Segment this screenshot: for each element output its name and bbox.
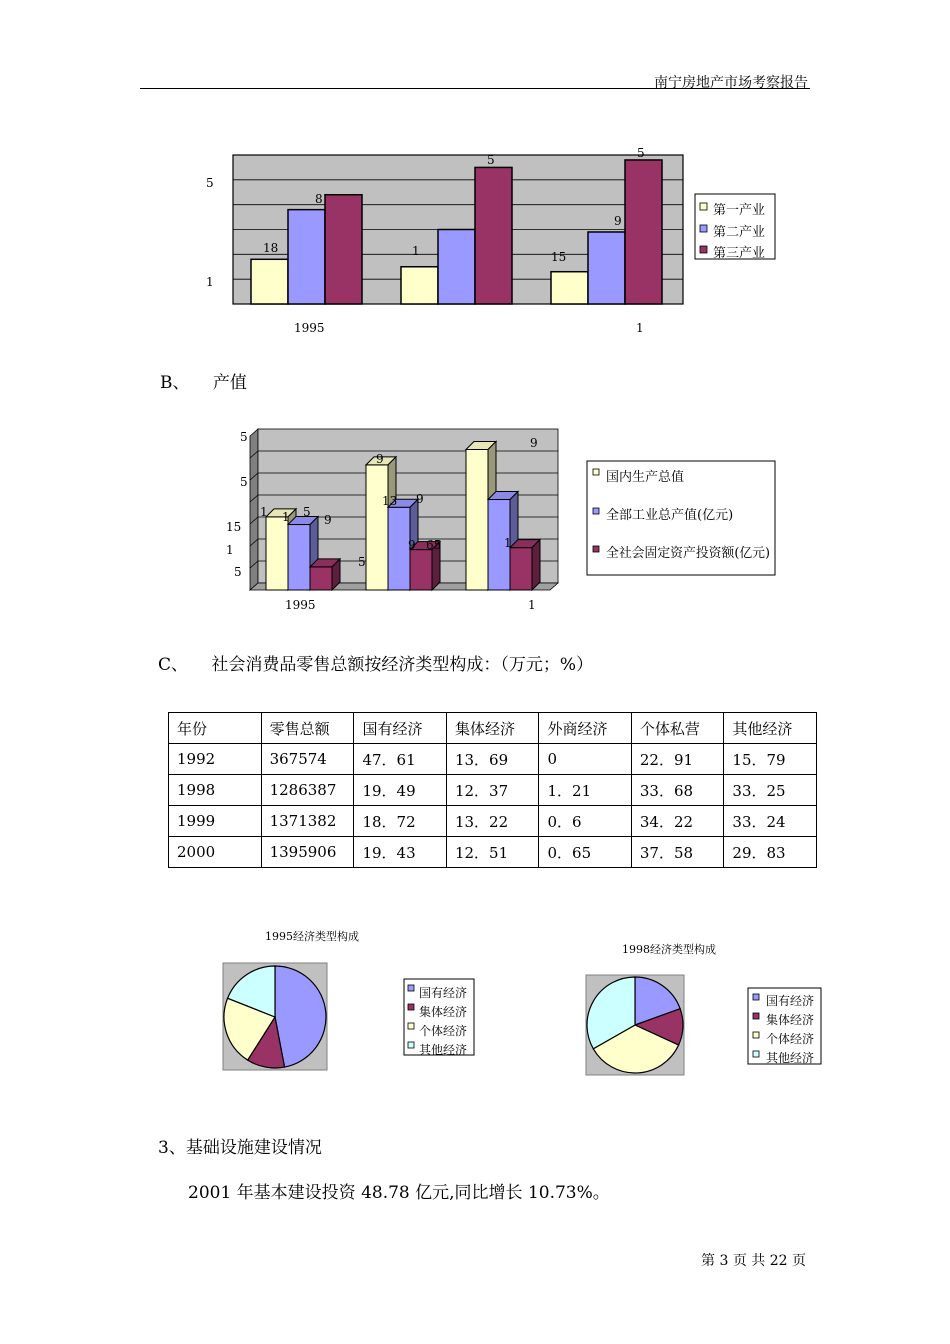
column-header: 外商经济	[539, 713, 631, 744]
table-cell: 22．91	[631, 744, 724, 775]
data-label: 5	[487, 153, 495, 167]
retail-composition-table	[168, 712, 817, 868]
legend-swatch	[408, 1004, 414, 1010]
data-label: 9	[416, 492, 424, 506]
data-label: 9	[530, 436, 538, 450]
data-label: 65	[426, 538, 442, 552]
legend-swatch	[408, 985, 414, 991]
section-b-label: B、	[160, 373, 190, 393]
legend-swatch	[753, 1051, 759, 1057]
legend-label: 全部工业总产值(亿元)	[606, 508, 734, 523]
legend-swatch	[408, 1042, 414, 1048]
table-cell: 0．65	[539, 837, 631, 868]
column-header: 零售总额	[261, 713, 354, 744]
bar-side	[532, 540, 540, 590]
chart-title: 1995经济类型构成	[265, 930, 359, 943]
data-label: 13	[382, 494, 398, 508]
bar	[625, 160, 662, 304]
data-label: 5	[358, 555, 366, 569]
data-label: 5	[637, 146, 645, 160]
x-tick-label: 1	[528, 598, 536, 612]
table-header-row	[169, 713, 817, 744]
chart-legend	[748, 988, 821, 1065]
section-b-title: 产值	[212, 373, 247, 393]
table-cell: 2000	[169, 837, 262, 868]
column-header: 集体经济	[446, 713, 539, 744]
table-cell: 33．68	[631, 775, 724, 806]
bar	[310, 567, 332, 590]
header-title: 南宁房地产市场考察报告	[654, 75, 808, 91]
bar	[251, 259, 288, 304]
legend-label: 其他经济	[419, 1043, 468, 1057]
table-cell: 1999	[169, 806, 262, 837]
bar	[366, 465, 388, 590]
column-header: 年份	[169, 713, 262, 744]
legend-label: 个体经济	[766, 1032, 815, 1046]
table-cell: 47．61	[354, 744, 447, 775]
table-cell: 0．6	[539, 806, 631, 837]
data-label: 9	[614, 214, 622, 228]
table-cell: 33．24	[724, 806, 817, 837]
legend-label: 个体经济	[419, 1024, 468, 1038]
table-cell: 29．83	[724, 837, 817, 868]
section-3-heading: 3、基础设施建设情况	[158, 1138, 322, 1158]
legend-label: 国内生产总值	[606, 470, 685, 485]
bar	[325, 195, 362, 304]
bar	[288, 525, 310, 590]
data-label: 9	[376, 452, 384, 466]
table-row	[169, 806, 817, 837]
table-cell: 1371382	[261, 806, 354, 837]
bar	[551, 272, 588, 304]
data-label: 1	[282, 510, 290, 524]
legend-label: 第三产业	[713, 246, 766, 261]
data-label: 9	[408, 538, 416, 552]
header-rule	[140, 88, 810, 89]
data-label: 9	[324, 513, 332, 527]
data-label: 1	[412, 244, 420, 258]
chart-title: 1998经济类型构成	[622, 943, 716, 956]
legend-label: 国有经济	[766, 994, 815, 1008]
y-tick-label: 5	[234, 565, 242, 579]
industry-bar-chart	[190, 140, 790, 345]
x-tick-label: 1995	[294, 321, 325, 335]
legend-label: 全社会固定资产投资额(亿元)	[606, 546, 773, 561]
column-header: 其他经济	[724, 713, 817, 744]
legend-label: 第一产业	[713, 203, 766, 218]
table-cell: 0	[539, 744, 631, 775]
legend-label: 其他经济	[766, 1051, 815, 1065]
table-row	[169, 744, 817, 775]
bar	[438, 230, 475, 305]
legend-swatch	[753, 1032, 759, 1038]
chart-legend	[404, 979, 474, 1057]
legend-label: 集体经济	[766, 1013, 815, 1027]
data-label: 1	[260, 505, 268, 519]
bar	[266, 517, 288, 590]
table-cell: 13．69	[446, 744, 539, 775]
bar	[288, 210, 325, 304]
table-cell: 37．58	[631, 837, 724, 868]
y-tick-label: 5	[206, 176, 214, 190]
table-cell: 367574	[261, 744, 354, 775]
table-row	[169, 837, 817, 868]
bar	[510, 548, 532, 590]
page-footer: 第 3 页 共 22 页	[701, 1253, 806, 1269]
table-cell: 1998	[169, 775, 262, 806]
legend-swatch	[593, 469, 599, 475]
bar	[466, 449, 488, 590]
output-3d-bar-chart	[220, 420, 785, 620]
section-c-heading	[158, 650, 593, 675]
table-cell: 12．51	[446, 837, 539, 868]
y-tick-label: 1	[226, 543, 234, 557]
legend-swatch	[753, 994, 759, 1000]
table-cell: 19．43	[354, 837, 447, 868]
data-label: 15	[551, 250, 567, 264]
x-tick-label: 1995	[285, 598, 316, 612]
x-tick-label: 1	[636, 321, 644, 335]
table-cell: 1286387	[261, 775, 354, 806]
section-c-label: C、	[158, 655, 189, 675]
data-label: 5	[303, 505, 311, 519]
column-header: 个体私营	[631, 713, 724, 744]
data-label: 8	[315, 192, 323, 206]
legend-swatch	[408, 1023, 414, 1029]
table-cell: 1．21	[539, 775, 631, 806]
legend-swatch	[593, 508, 599, 514]
y-tick-label: 5	[240, 475, 248, 489]
chart-legend	[587, 461, 775, 575]
y-tick-label: 15	[226, 520, 242, 534]
table-cell: 19．49	[354, 775, 447, 806]
table-cell: 34．22	[631, 806, 724, 837]
bar	[475, 167, 512, 304]
table-cell: 13．22	[446, 806, 539, 837]
table-cell: 1992	[169, 744, 262, 775]
data-label: 1	[504, 536, 512, 550]
body-paragraph: 2001 年基本建设投资 48.78 亿元,同比增长 10.73%。	[188, 1183, 610, 1203]
bar	[410, 550, 432, 590]
table-cell: 12．37	[446, 775, 539, 806]
legend-label: 第二产业	[713, 225, 766, 240]
bar	[388, 507, 410, 590]
y-tick-label: 5	[240, 430, 248, 444]
table-row	[169, 775, 817, 806]
bar	[401, 267, 438, 304]
legend-label: 集体经济	[419, 1005, 468, 1019]
section-c-title: 社会消费品零售总额按经济类型构成：（万元；%）	[211, 655, 594, 675]
table-cell: 1395906	[261, 837, 354, 868]
legend-label: 国有经济	[419, 986, 468, 1000]
pie-chart-1995	[218, 925, 483, 1075]
table-cell: 18．72	[354, 806, 447, 837]
column-header: 国有经济	[354, 713, 447, 744]
y-tick-label: 1	[206, 275, 214, 289]
legend-swatch	[700, 246, 707, 253]
legend-swatch	[593, 546, 599, 552]
section-b-heading	[160, 368, 247, 393]
pie-chart-1998	[582, 938, 827, 1078]
data-label: 18	[263, 241, 279, 255]
table-cell: 33．25	[724, 775, 817, 806]
legend-swatch	[753, 1013, 759, 1019]
bar	[588, 232, 625, 304]
legend-swatch	[700, 203, 707, 210]
table-cell: 15．79	[724, 744, 817, 775]
legend-swatch	[700, 225, 707, 232]
chart-legend	[695, 194, 775, 261]
